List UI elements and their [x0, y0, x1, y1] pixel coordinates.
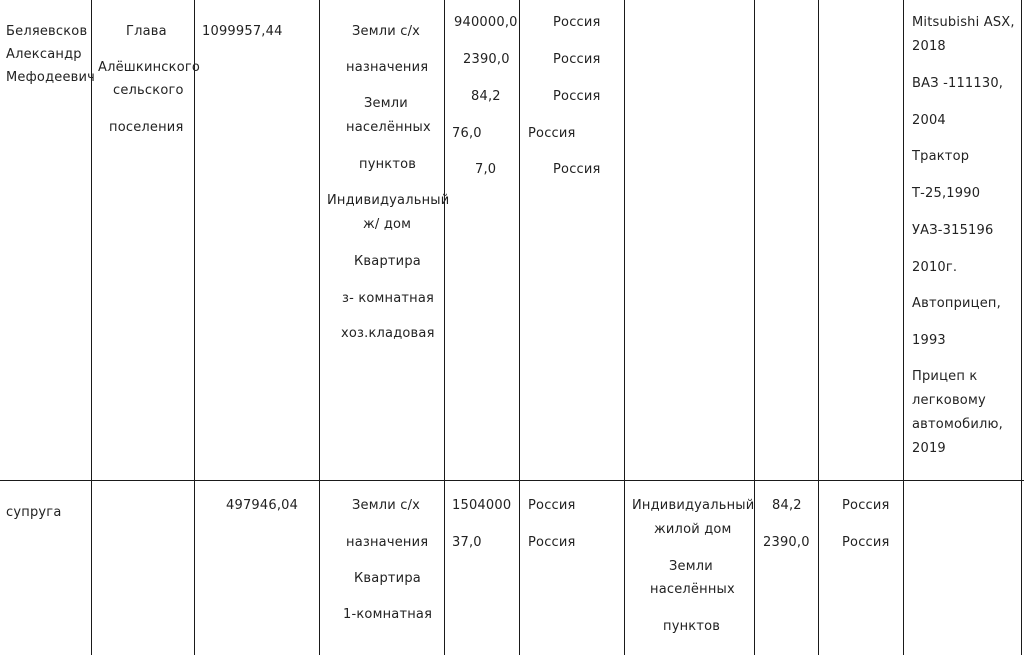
used-object-line: жилой дом	[654, 522, 732, 537]
income-value: 1099957,44	[202, 24, 283, 39]
owned-country-value: Россия	[553, 89, 601, 104]
vehicle-line: Т-25,1990	[912, 186, 981, 201]
column-divider	[444, 0, 445, 655]
column-divider	[91, 0, 92, 655]
vehicle-line: 2004	[912, 113, 946, 128]
owned-object-line: Квартира	[354, 571, 421, 586]
vehicle-line: Mitsubishi ASX,	[912, 15, 1015, 30]
owned-area-value: 7,0	[475, 162, 497, 177]
owned-country-value: Россия	[553, 162, 601, 177]
used-object-line: населённых	[650, 582, 735, 597]
owned-country-value: Россия	[528, 126, 576, 141]
person-name-line: супруга	[6, 505, 62, 520]
column-divider	[1021, 0, 1022, 655]
person-name-line: Мефодеевич	[6, 70, 96, 85]
vehicle-line: Автоприцеп,	[912, 296, 1001, 311]
owned-area-value: 940000,0	[454, 15, 518, 30]
owned-object-line: назначения	[346, 60, 429, 75]
column-divider	[624, 0, 625, 655]
vehicle-line: 2019	[912, 441, 946, 456]
owned-object-line: Квартира	[354, 254, 421, 269]
owned-country-value: Россия	[528, 498, 576, 513]
vehicle-line: 1993	[912, 333, 946, 348]
used-object-line: Земли	[669, 559, 713, 574]
vehicle-line: легковому	[912, 393, 986, 408]
owned-area-value: 2390,0	[463, 52, 510, 67]
owned-object-line: населённых	[346, 120, 431, 135]
owned-object-line: ж/ дом	[363, 217, 412, 232]
owned-area-value: 37,0	[452, 535, 482, 550]
used-object-line: пунктов	[663, 619, 721, 634]
owned-country-value: Россия	[553, 52, 601, 67]
vehicle-line: Прицеп к	[912, 369, 978, 384]
person-name-line: Беляевсков	[6, 24, 88, 39]
column-divider	[519, 0, 520, 655]
vehicle-line: 2010г.	[912, 260, 958, 275]
position-line: поселения	[109, 120, 184, 135]
owned-object-line: Индивидуальный	[327, 193, 450, 208]
row-divider	[0, 480, 1024, 481]
owned-object-line: 1-комнатная	[343, 607, 433, 622]
owned-object-line: Земли с/х	[352, 24, 421, 39]
used-country-value: Россия	[842, 535, 890, 550]
position-line: Алёшкинского	[98, 60, 201, 75]
vehicle-line: 2018	[912, 39, 946, 54]
column-divider	[818, 0, 819, 655]
owned-object-line: Земли с/х	[352, 498, 421, 513]
owned-area-value: 1504000	[452, 498, 512, 513]
used-country-value: Россия	[842, 498, 890, 513]
owned-object-line: Земли	[364, 96, 408, 111]
column-divider	[754, 0, 755, 655]
owned-object-line: назначения	[346, 535, 429, 550]
owned-country-value: Россия	[528, 535, 576, 550]
column-divider	[319, 0, 320, 655]
vehicle-line: ВАЗ -111130,	[912, 76, 1004, 91]
owned-object-line: з- комнатная	[342, 291, 435, 306]
vehicle-line: автомобилю,	[912, 417, 1003, 432]
vehicle-line: Трактор	[912, 149, 970, 164]
column-divider	[194, 0, 195, 655]
position-line: Глава	[126, 24, 167, 39]
owned-object-line: хоз.кладовая	[341, 326, 435, 341]
vehicle-line: УАЗ-315196	[912, 223, 994, 238]
owned-country-value: Россия	[553, 15, 601, 30]
owned-area-value: 84,2	[471, 89, 501, 104]
owned-area-value: 76,0	[452, 126, 482, 141]
column-divider	[903, 0, 904, 655]
used-area-value: 84,2	[772, 498, 802, 513]
owned-object-line: пунктов	[359, 157, 417, 172]
person-name-line: Александр	[6, 47, 82, 62]
used-area-value: 2390,0	[763, 535, 810, 550]
used-object-line: Индивидуальный	[632, 498, 755, 513]
income-value: 497946,04	[226, 498, 299, 513]
position-line: сельского	[113, 83, 184, 98]
